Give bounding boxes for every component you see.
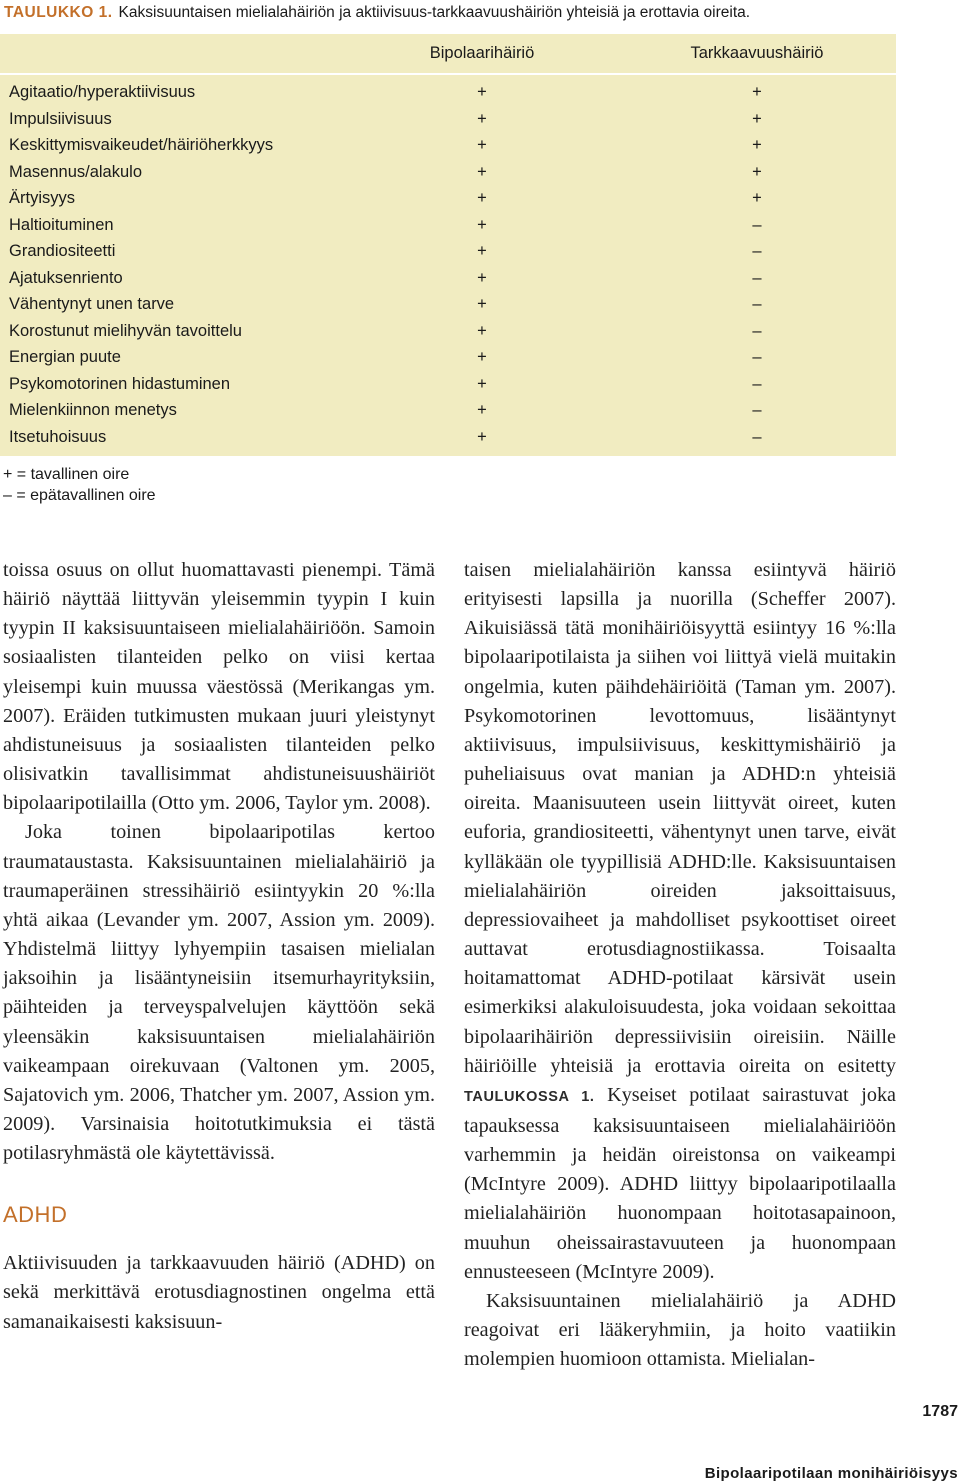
paragraph-text: taisen mielialahäiriön kanssa esiintyvä häiriö erityisesti lapsilla ja nuorilla (Scheffer 2007). Aikuisiässä tätä monihäiriöisyyttä esiintyy 16 %:lla bipolaaripotilaista ja siihen voi liittyä vielä muitakin ongelmia, kuten päihdehäiriöitä (Taman ym. 2007). Psykomotorinen levottomuus, lisääntynyt aktiivisuus, impulsiivisuus, keskittymishäiriö ja puheliaisuus ovat manian ja ADHD:n yhteisiä oireita. Maanisuuteen usein liittyvät oireet, kuten euforia, grandiositeetti, vähentynyt unen tarve, eivät kylläkään ole tyypillisiä ADHD:lle. Kaksisuuntaisen mielialahäiriön oireiden jaksoittaisuus, depressiovaiheet ja mahdolliset psykoottiset oireet auttavat erotusdiagnostiikassa. Toisaalta hoitamattomat ADHD-potilaat kärsivät usein esimerkiksi alakuloisuudesta, joka voidaan sekoittaa bipolaarihäiriön depressiivisiin oireisiin. Näille häiriöille yhteisiä ja erottavia oireita on esitetty xyxy=(464,559,896,1077)
symptom-label: Psykomotorinen hidastuminen xyxy=(9,374,231,393)
paragraph: Kaksisuuntainen mielialahäiriö ja ADHD reagoivat eri lääkeryhmiin, ja hoito vaatiikin molempien huomioon ottamista. Mielialan- xyxy=(464,1289,896,1371)
adhd-value: – xyxy=(752,295,762,313)
table-row xyxy=(0,161,896,188)
bipolar-value: + xyxy=(477,268,487,287)
table-row xyxy=(0,240,896,267)
table-body xyxy=(0,81,896,452)
text-column-left xyxy=(3,556,435,1337)
table-row xyxy=(0,293,896,320)
bipolar-value: + xyxy=(477,162,487,181)
adhd-value: – xyxy=(752,427,762,446)
legend-common: + = tavallinen oire xyxy=(3,466,130,483)
bipolar-value: + xyxy=(477,215,487,234)
page-number: 1787 xyxy=(922,1403,958,1420)
bipolar-value: + xyxy=(477,321,487,340)
symptom-label: Grandiositeetti xyxy=(9,242,116,260)
symptom-label: Vähentynyt unen tarve xyxy=(9,295,175,313)
table-row xyxy=(0,134,896,161)
symptom-label: Ajatuksenriento xyxy=(9,268,123,287)
adhd-value: + xyxy=(752,189,762,207)
table-row xyxy=(0,426,896,453)
adhd-value: + xyxy=(752,136,762,154)
symptom-table xyxy=(0,34,896,456)
adhd-value: – xyxy=(752,215,762,234)
symptom-label: Korostunut mielihyvän tavoittelu xyxy=(9,321,242,340)
column-header-adhd: Tarkkaavuushäiriö xyxy=(690,44,824,62)
paragraph xyxy=(464,556,896,1287)
section-heading: ADHD xyxy=(3,1202,68,1228)
adhd-value: – xyxy=(752,242,762,260)
table-row xyxy=(0,187,896,214)
bipolar-value: + xyxy=(477,109,487,128)
paragraph: toissa osuus on ollut huomattavasti pienempi. Tämä häiriö näyttää liittyvän yleisemmin tyypin I kuin tyypin II kaksisuuntaiseen mielialahäiriöön. Samoin sosiaalisten tilanteiden pelko on viisi kertaa yleisempi kuin muussa väestössä (Merikangas ym. 2007). Eräiden tutkimusten mukaan juuri yleistynyt ahdistuneisuus ja sosiaalisten tilanteiden pelko olisivatkin tavallisimmat ahdistuneisuushäiriöt bipolaaripotilailla (Otto ym. 2006, Taylor ym. 2008). xyxy=(3,559,435,815)
adhd-value: – xyxy=(752,348,762,366)
adhd-value: – xyxy=(752,321,762,340)
symptom-label: Ärtyisyys xyxy=(9,189,75,207)
symptom-label: Keskittymisvaikeudet/häiriöherkkyys xyxy=(9,136,274,154)
symptom-label: Impulsiivisuus xyxy=(9,109,112,128)
symptom-label: Energian puute xyxy=(9,348,121,366)
table-row xyxy=(0,346,896,373)
symptom-label: Haltioituminen xyxy=(9,215,114,234)
bipolar-value: + xyxy=(477,136,487,154)
table-legend xyxy=(3,464,156,506)
table-row xyxy=(0,108,896,135)
table-caption-label: TAULUKKO 1. xyxy=(4,4,113,21)
table-row xyxy=(0,399,896,426)
running-footer: Bipolaaripotilaan monihäiriöisyys xyxy=(704,1465,958,1482)
adhd-value: + xyxy=(752,109,762,128)
table-row xyxy=(0,81,896,108)
symptom-label: Agitaatio/hyperaktiivisuus xyxy=(9,83,196,101)
bipolar-value: + xyxy=(477,427,487,446)
table-row xyxy=(0,320,896,347)
adhd-value: + xyxy=(752,162,762,181)
bipolar-value: + xyxy=(477,374,487,393)
adhd-value: + xyxy=(752,83,762,101)
table-row xyxy=(0,214,896,241)
adhd-value: – xyxy=(752,268,762,287)
paragraph: Joka toinen bipolaaripotilas kertoo traumataustasta. Kaksisuuntainen mielialahäiriö ja traumaperäinen stressihäiriö esiintyykin 20 %:lla yhtä aikaa (Levander ym. 2007, Assion ym. 2009). Yhdistelmä liittyy lyhyempiin tasaisen mielialan jaksoihin ja lisääntyneisiin itsemurhayrityksiin, päihteiden ja terveyspalvelujen käyttöön sekä yleensäkin kaksisuuntaisen mielialahäiriön vaikeampaan oirekuvaan (Valtonen ym. 2005, Sajatovich ym. 2006, Thatcher ym. 2007, Assion ym. 2009). Varsinaisia hoitotutkimuksia ei tästä potilasryhmästä ole käytettävissä. xyxy=(3,821,435,1165)
bipolar-value: + xyxy=(477,295,487,313)
table-caption xyxy=(4,3,954,23)
adhd-value: – xyxy=(752,401,762,419)
paragraph: Aktiivisuuden ja tarkkaavuuden häiriö (ADHD) on sekä merkittävä erotusdiagnostinen ongelma että samanaikaisesti kaksisuun- xyxy=(3,1252,435,1333)
table-reference-link[interactable]: TAULUKOSSA 1. xyxy=(464,1088,595,1105)
column-header-bipolar: Bipolaarihäiriö xyxy=(429,44,535,62)
table-row xyxy=(0,267,896,294)
symptom-label: Masennus/alakulo xyxy=(9,162,142,181)
bipolar-value: + xyxy=(477,401,487,419)
symptom-label: Mielenkiinnon menetys xyxy=(9,401,177,419)
text-column-right xyxy=(464,556,896,1374)
bipolar-value: + xyxy=(477,189,487,207)
bipolar-value: + xyxy=(477,242,487,260)
adhd-value: – xyxy=(752,374,762,393)
table-header-row xyxy=(0,34,896,75)
bipolar-value: + xyxy=(477,83,487,101)
symptom-label: Itsetuhoisuus xyxy=(9,427,107,446)
bipolar-value: + xyxy=(477,348,487,366)
legend-uncommon: – = epätavallinen oire xyxy=(3,487,156,504)
table-caption-text: Kaksisuuntaisen mielialahäiriön ja aktiivisuus-tarkkaavuushäiriön yhteisiä ja erottavia oireita. xyxy=(118,4,751,21)
table-row xyxy=(0,373,896,400)
paragraph-text: Kyseiset potilaat sairastuvat joka tapauksessa kaksisuuntaiseen mielialahäiriöön varhemmin ja heidän oireistonsa on vaikeampi (McIntyre 2009). ADHD liittyy bipolaaripotilaalla mielialahäiriön huonompaan hoitotasapainoon, muuhun oheissairastavuuteen ja huonompaan ennusteeseen (McIntyre 2009). xyxy=(464,1083,896,1283)
